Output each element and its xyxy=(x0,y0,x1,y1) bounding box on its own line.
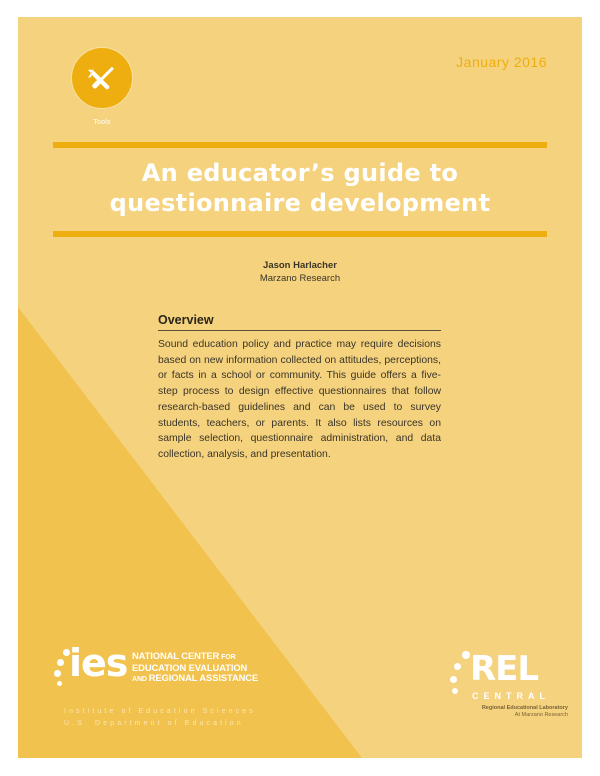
tools-icon xyxy=(84,60,120,96)
overview-body: Sound education policy and practice may require decisions based on new information collected on attitudes, perceptions, or facts in a school or community. This guide offers a five-step process to design effective questionnaires that follow research-based guidelines and can be used to survey students, teachers, or parents. It also lists resources on sample selection, questionnaire administration, and data collection, analysis, and presentation. xyxy=(158,339,441,460)
rel-lab-host: At Marzano Research xyxy=(514,712,568,718)
ies-department-name: U.S. Department of Education xyxy=(64,720,244,727)
ncee-line-1: NATIONAL CENTER xyxy=(132,650,220,661)
ncee-line-3: REGIONAL ASSISTANCE xyxy=(148,672,259,683)
ncee-line-2: EDUCATION EVALUATION xyxy=(132,662,248,673)
overview-section xyxy=(158,313,441,463)
rel-central-label: CENTRAL xyxy=(472,691,550,701)
rel-central-logo xyxy=(438,649,568,729)
rel-lab-name: Regional Educational Laboratory xyxy=(481,705,568,711)
author-affiliation: Marzano Research xyxy=(259,273,341,284)
document-title xyxy=(53,158,547,218)
tools-badge xyxy=(71,47,133,109)
title-line-1: An educator’s guide to xyxy=(141,159,459,187)
title-rule-top xyxy=(53,142,547,148)
ncee-line-3-small: AND xyxy=(132,676,149,683)
ncee-line-1-small: FOR xyxy=(219,654,236,661)
title-line-2: questionnaire development xyxy=(109,189,491,217)
ies-institute-name: Institute of Education Sciences xyxy=(64,708,256,715)
title-rule-bottom xyxy=(53,231,547,237)
author-name: Jason Harlacher xyxy=(263,260,337,271)
ies-logo xyxy=(53,641,293,697)
cover-page xyxy=(18,17,582,758)
tools-label: Tools xyxy=(93,119,111,126)
publication-date: January 2016 xyxy=(456,54,547,70)
rel-wordmark: REL xyxy=(470,649,539,689)
ies-wordmark: ies xyxy=(69,641,128,685)
ncee-name xyxy=(132,651,258,685)
overview-heading: Overview xyxy=(158,313,441,331)
